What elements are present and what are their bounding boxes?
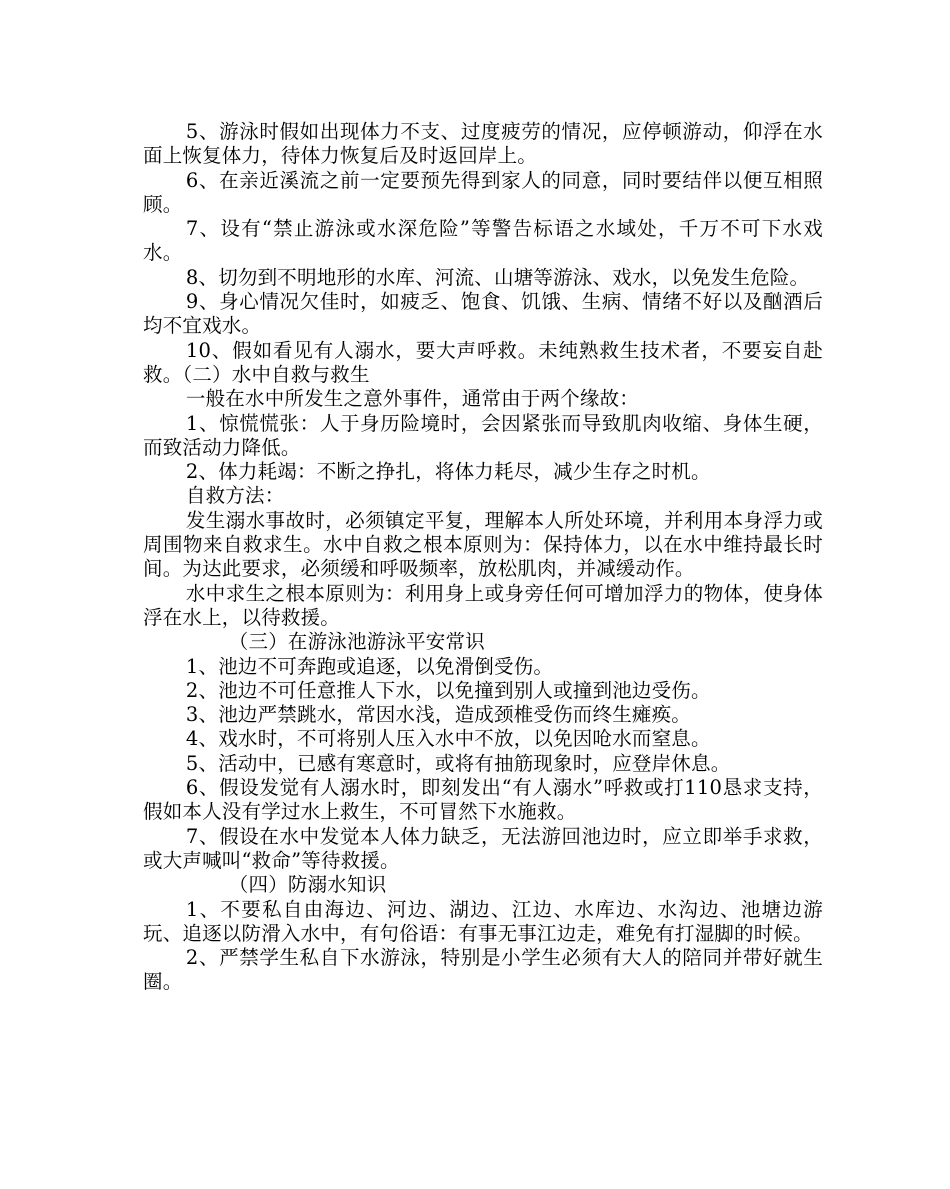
paragraph-self-rescue-method: 发生溺水事故时，必须镇定平复，理解本人所处环境，并利用本身浮力或周围物来自救求生。水中自救之根本原则为：保持体力，以在水中维持最长时间。为达此要求，必须缓和呼吸频率，放松肌肉，并减缓动作。 — [143, 508, 823, 581]
paragraph-pool-rule-1: 1、池边不可奔跑或追逐，以免滑倒受伤。 — [185, 654, 554, 678]
paragraph-rule-7: 7、设有“禁止游泳或水深危险”等警告标语之水域处，千万不可下水戏水。 — [143, 217, 823, 265]
paragraph-rule-8: 8、切勿到不明地形的水库、河流、山塘等游泳、戏水，以免发生危险。 — [185, 265, 810, 289]
section-heading-drowning-prevention: （四）防溺水知识 — [228, 873, 387, 897]
paragraph-pool-rule-7: 7、假设在水中发觉本人体力缺乏，无法游回池边时，应立即举手求救，或大声喊叫“救命”等待救援。 — [143, 824, 823, 872]
paragraph-self-rescue-heading: 自救方法： — [185, 484, 285, 508]
paragraph-pool-rule-5: 5、活动中，已感有寒意时，或将有抽筋现象时，应登岸休息。 — [185, 751, 731, 775]
section-heading-pool-safety: （三）在游泳池游泳平安常识 — [228, 630, 485, 654]
paragraph-rule-10: 10、假如看见有人溺水，要大声呼救。未纯熟救生技术者，不要妄自赴救。（二）水中自救与救生 — [143, 338, 823, 386]
paragraph-pool-rule-4: 4、戏水时，不可将别人压入水中不放，以免因呛水而窒息。 — [185, 727, 711, 751]
paragraph-accident-causes: 一般在水中所发生之意外事件，通常由于两个缘故： — [185, 387, 639, 411]
paragraph-prevention-2: 2、严禁学生私自下水游泳，特别是小学生必须有大人的陪同并带好就生圈。 — [143, 946, 823, 994]
paragraph-survival-principle: 水中求生之根本原则为：利用身上或身旁任何可增加浮力的物体，使身体浮在水上，以待救援。 — [143, 581, 823, 629]
paragraph-cause-2: 2、体力耗竭：不断之挣扎，将体力耗尽，减少生存之时机。 — [185, 460, 711, 484]
paragraph-rule-9: 9、身心情况欠佳时，如疲乏、饱食、饥饿、生病、情绪不好以及酗酒后均不宜戏水。 — [143, 290, 823, 338]
paragraph-prevention-1: 1、不要私自由海边、河边、湖边、江边、水库边、水沟边、池塘边游玩、追逐以防滑入水中，有句俗语：有事无事江边走，难免有打湿脚的时候。 — [143, 897, 823, 945]
paragraph-pool-rule-6: 6、假设发觉有人溺水时，即刻发出“有人溺水”呼救或打110恳求支持，假如本人没有学过水上救生，不可冒然下水施救。 — [143, 776, 823, 824]
paragraph-pool-rule-3: 3、池边严禁跳水，常因水浅，造成颈椎受伤而终生瘫痪。 — [185, 703, 691, 727]
paragraph-cause-1: 1、惊慌慌张：人于身历险境时，会因紧张而导致肌肉收缩、身体生硬，而致活动力降低。 — [143, 411, 823, 459]
document-body — [143, 120, 823, 995]
paragraph-pool-rule-2: 2、池边不可任意推人下水，以免撞到别人或撞到池边受伤。 — [185, 678, 711, 702]
paragraph-rule-6: 6、在亲近溪流之前一定要预先得到家人的同意，同时要结伴以便互相照顾。 — [143, 168, 823, 216]
paragraph-rule-5: 5、游泳时假如出现体力不支、过度疲劳的情况，应停顿游动，仰浮在水面上恢复体力，待体力恢复后及时返回岸上。 — [143, 120, 823, 168]
